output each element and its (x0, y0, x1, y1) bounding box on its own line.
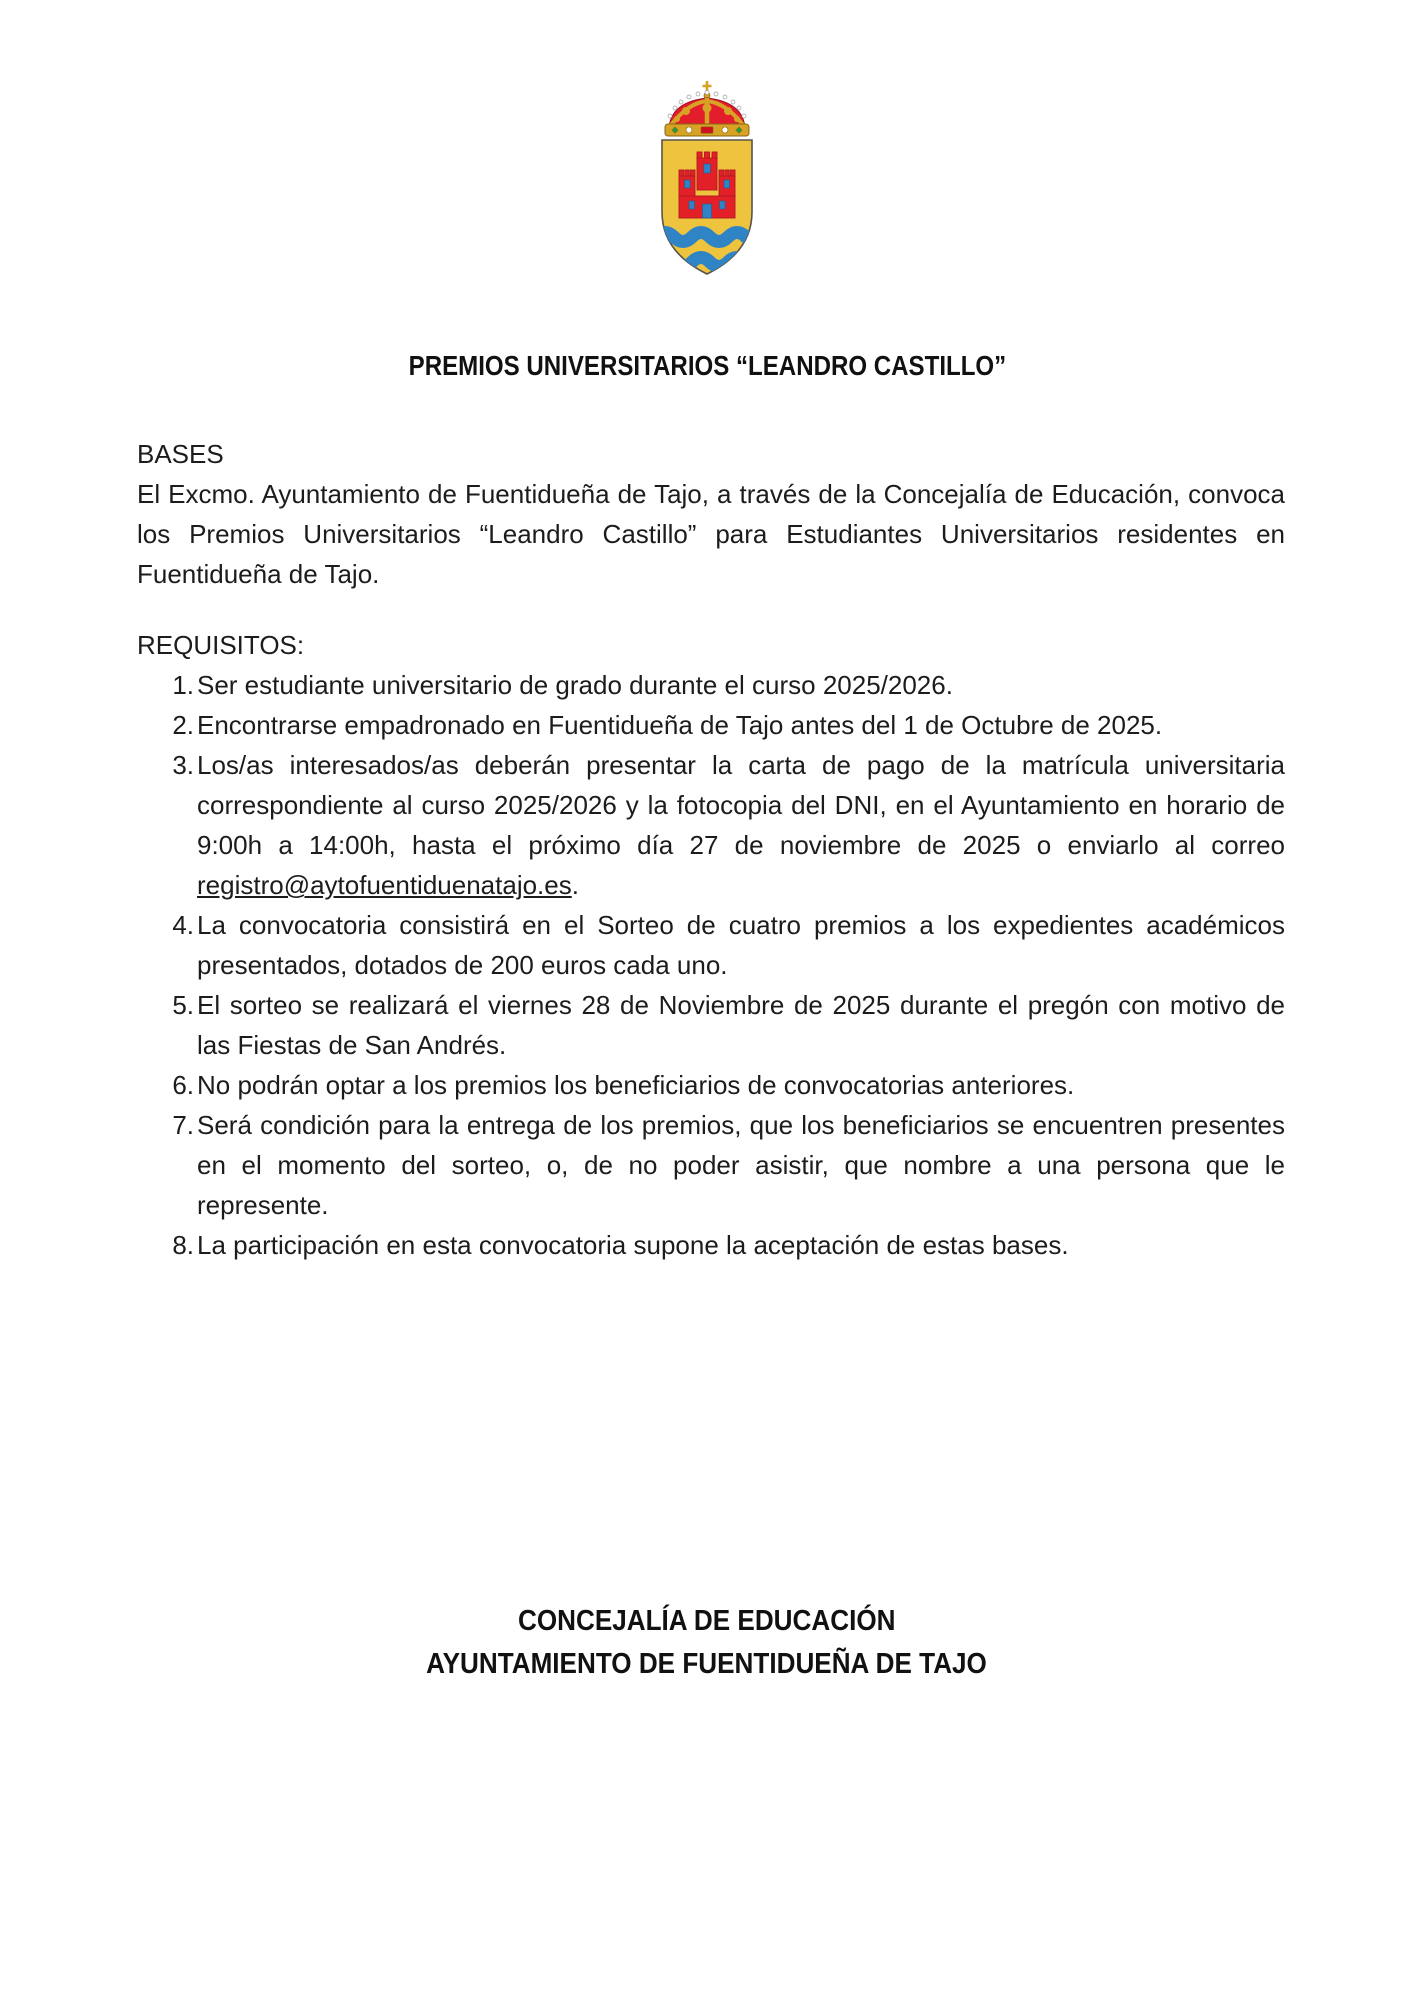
requisito-item-4 (137, 905, 1285, 985)
item-number: 2. (172, 710, 194, 740)
requisito-item-2 (137, 705, 1285, 745)
requisito-item-7 (137, 1105, 1285, 1225)
requisitos-heading: REQUISITOS: (137, 630, 305, 660)
item-text: No podrán optar a los premios los beneficiarios de convocatorias anteriores. (197, 1070, 1075, 1100)
signature-line-1 (0, 1600, 1414, 1643)
item-text: La convocatoria consistirá en el Sorteo de cuatro premios a los expedientes académicos presentados, dotados de 200 euros cada uno. (197, 910, 1285, 980)
requisito-item-1 (137, 665, 1285, 705)
item-text: El sorteo se realizará el viernes 28 de Noviembre de 2025 durante el pregón con motivo de las Fiestas de San Andrés. (197, 990, 1285, 1060)
requisito-item-3 (137, 745, 1285, 905)
document-body (137, 434, 1285, 1265)
item-text-after-email: . (571, 870, 579, 900)
requisito-item-5 (137, 985, 1285, 1065)
item-text: Encontrarse empadronado en Fuentidueña de Tajo antes del 1 de Octubre de 2025. (197, 710, 1163, 740)
signature-line-2-text: AYUNTAMIENTO DE FUENTIDUEÑA DE TAJO (426, 1648, 988, 1680)
municipal-coat-of-arms (648, 78, 766, 289)
email-link[interactable]: registro@aytofuentiduenatajo.es (197, 870, 572, 900)
coat-of-arms-icon (648, 78, 766, 284)
requisito-item-6 (137, 1065, 1285, 1105)
item-number: 3. (172, 750, 194, 780)
item-number: 5. (172, 990, 194, 1020)
bases-heading: BASES (137, 439, 224, 469)
item-number: 4. (172, 910, 194, 940)
requisitos-list (137, 665, 1285, 1265)
item-text (197, 745, 1285, 905)
requisito-item-8 (137, 1225, 1285, 1265)
intro-paragraph: El Excmo. Ayuntamiento de Fuentidueña de Tajo, a través de la Concejalía de Educación, convoca los Premios Universitarios “Leandro Castillo” para Estudiantes Universitarios residentes en Fuentidueña de Tajo. (137, 479, 1285, 589)
signature-block (0, 1600, 1414, 1686)
item-number: 1. (172, 670, 194, 700)
signature-line-2 (0, 1643, 1414, 1686)
item-text: La participación en esta convocatoria supone la aceptación de estas bases. (197, 1230, 1069, 1260)
signature-line-1-text: CONCEJALÍA DE EDUCACIÓN (518, 1605, 896, 1637)
item-text: Ser estudiante universitario de grado durante el curso 2025/2026. (197, 670, 953, 700)
page-title (0, 350, 1414, 382)
item-text-before-email: Los/as interesados/as deberán presentar la carta de pago de la matrícula universitaria correspondiente al curso 2025/2026 y la fotocopia del DNI, en el Ayuntamiento en horario de 9:00h a 14:00h, hasta el próximo día 27 de noviembre de 2025 o enviarlo al correo (197, 750, 1285, 860)
page-title-text: PREMIOS UNIVERSITARIOS “LEANDRO CASTILLO” (408, 350, 1006, 381)
item-number: 8. (172, 1230, 194, 1260)
item-number: 7. (172, 1110, 194, 1140)
item-text: Será condición para la entrega de los premios, que los beneficiarios se encuentren presentes en el momento del sorteo, o, de no poder asistir, que nombre a una persona que le represente. (197, 1110, 1285, 1220)
item-number: 6. (172, 1070, 194, 1100)
